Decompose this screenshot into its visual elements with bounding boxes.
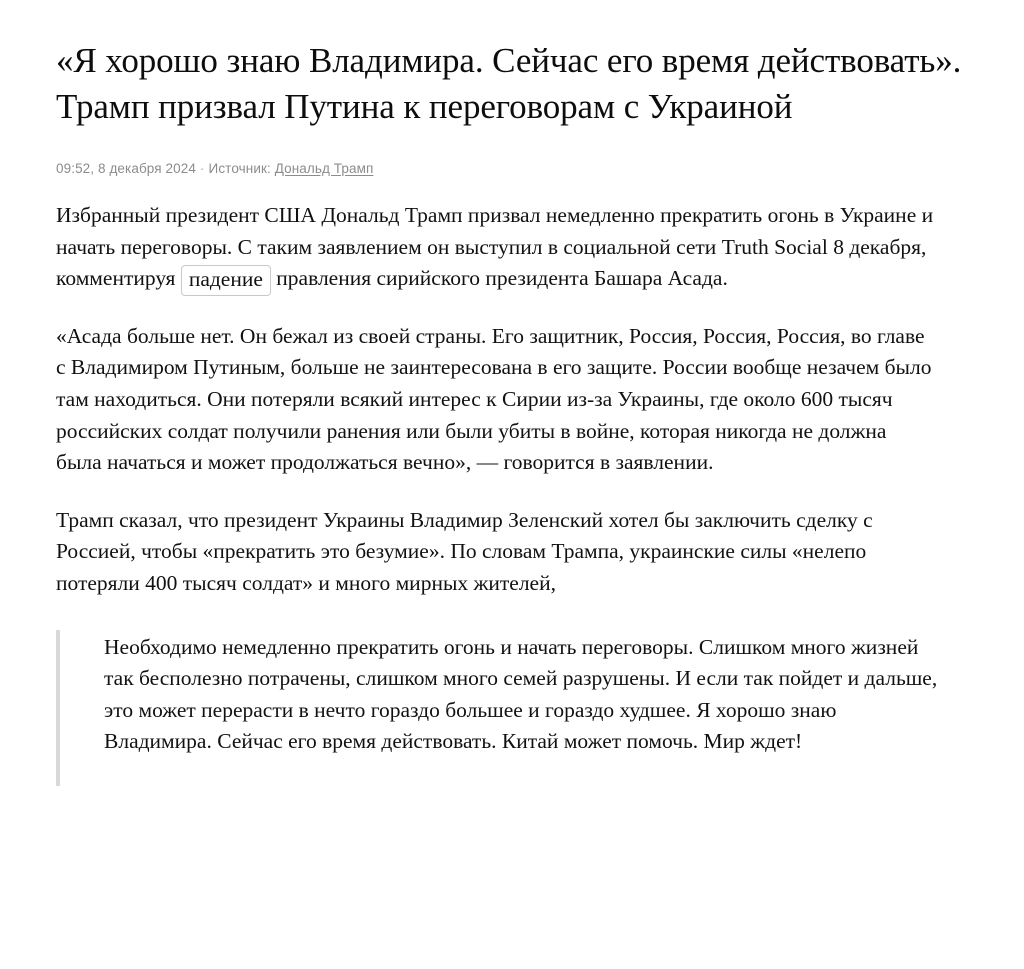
article-meta xyxy=(56,161,980,176)
meta-separator: · xyxy=(199,161,205,176)
paragraph-1-text-before: Избранный президент США Дональд Трамп призвал немедленно прекратить огонь в Украине и начать переговоры. С таким заявлением он выступил в социальной сети Truth Social 8 декабря, комментируя xyxy=(56,203,934,291)
pull-quote xyxy=(56,630,944,786)
publish-timestamp: 09:52, 8 декабря 2024 xyxy=(56,161,196,176)
paragraph-2: «Асада больше нет. Он бежал из своей страны. Его защитник, Россия, Россия, Россия, во главе с Владимиром Путиным, больше не заинтересована в его защите. России вообще незачем было там находиться. Они потеряли всякий интерес к Сирии из-за Украины, где около 600 тысяч российских солдат получили ранения или были убиты в войне, которая никогда не должна была начаться и может продолжаться вечно», — говорится в заявлении. xyxy=(56,323,932,475)
glossary-term-link[interactable]: падение xyxy=(181,265,271,295)
source-label: Источник: xyxy=(208,161,271,176)
pull-quote-text: Необходимо немедленно прекратить огонь и начать переговоры. Слишком много жизней так бесполезно потрачены, слишком много семей разрушены. И если так пойдет и дальше, это может перерасти в нечто гораздо большее и гораздо худшее. Я хорошо знаю Владимира. Сейчас его время действовать. Китай может помочь. Мир ждет! xyxy=(104,634,938,754)
paragraph-1 xyxy=(56,200,936,295)
paragraph-1-text-after: правления сирийского президента Башара Асада. xyxy=(270,266,728,291)
article xyxy=(56,38,980,786)
article-body xyxy=(56,200,980,786)
source-link[interactable]: Дональд Трамп xyxy=(274,161,374,176)
paragraph-3: Трамп сказал, что президент Украины Владимир Зеленский хотел бы заключить сделку с Россией, чтобы «прекратить это безумие». По словам Трампа, украинские силы «нелепо потеряли 400 тысяч солдат» и много мирных жителей, xyxy=(56,507,873,595)
page-title: «Я хорошо знаю Владимира. Сейчас его время действовать». Трамп призвал Путина к переговорам с Украиной xyxy=(56,41,962,126)
